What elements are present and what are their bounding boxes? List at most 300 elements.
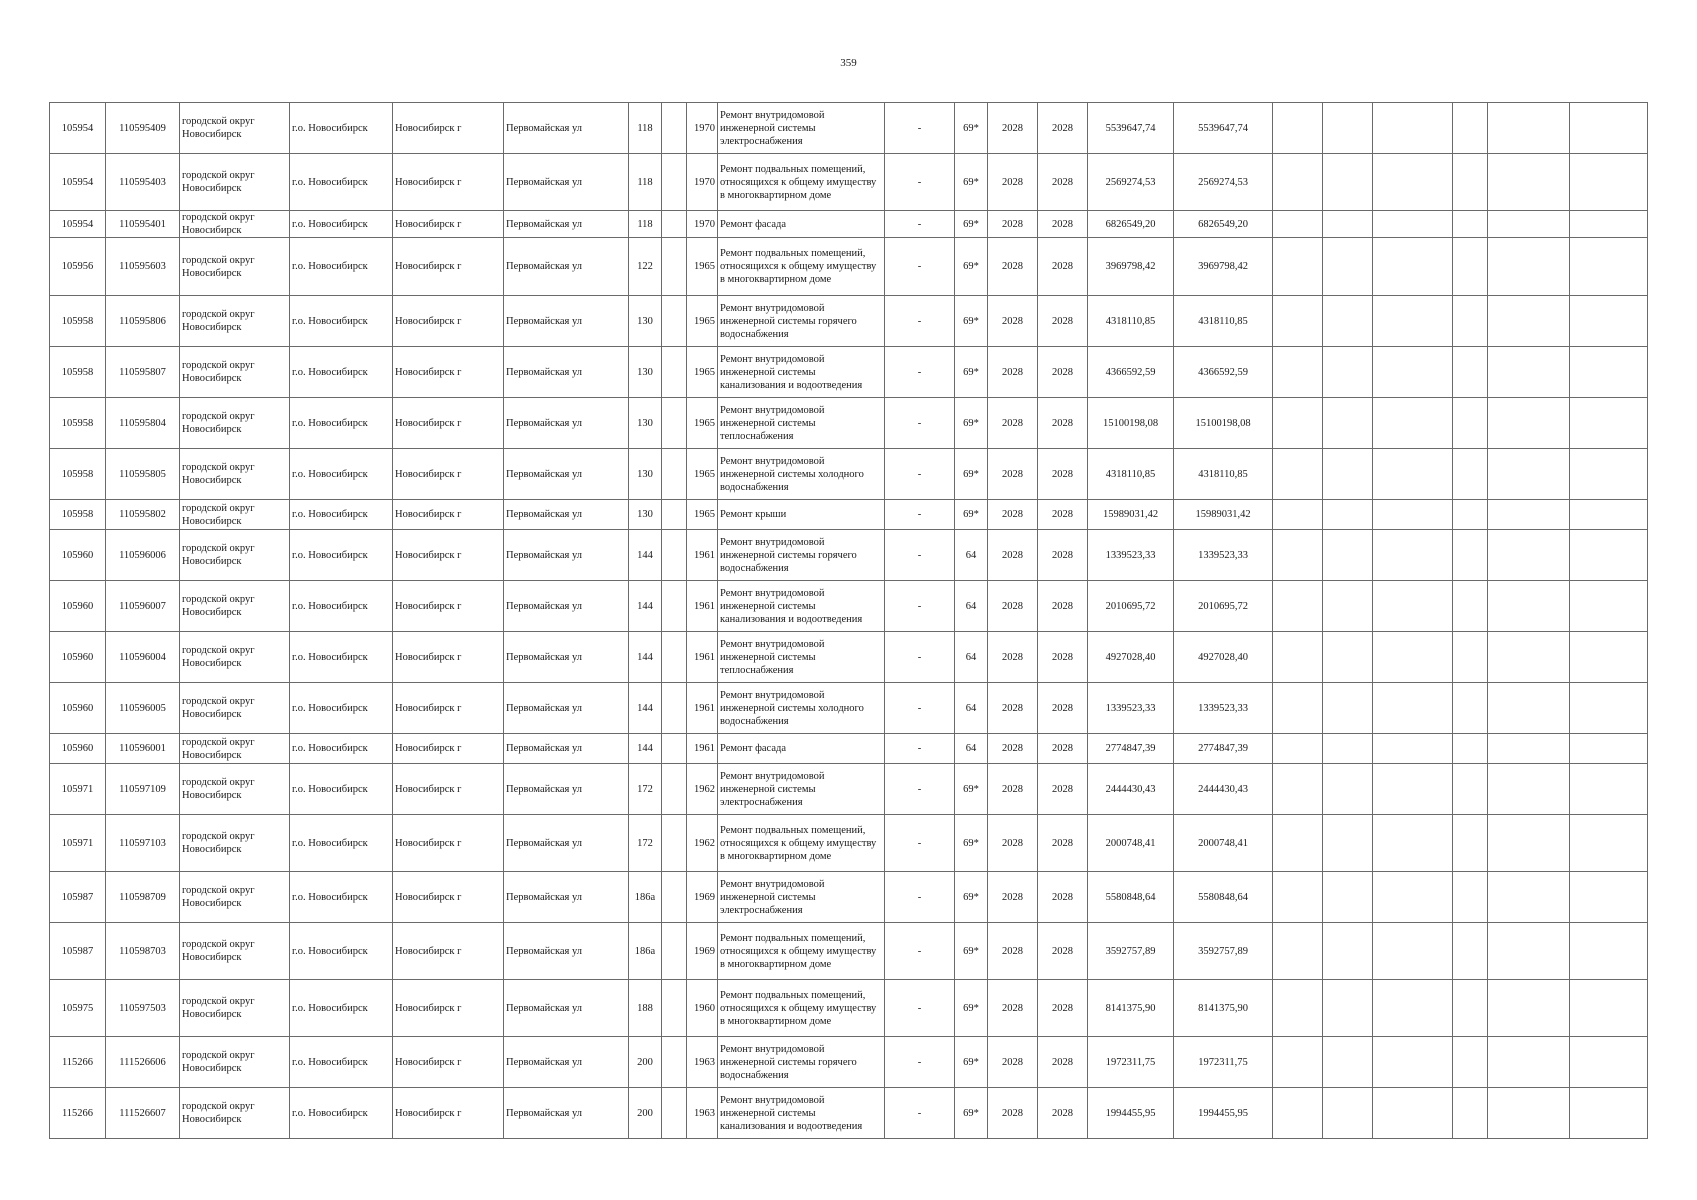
cell-norm: 64 [955,683,988,734]
cell-letter [662,1037,687,1088]
cell-id: 105987 [50,923,106,980]
cell-total: 2444430,43 [1174,764,1273,815]
cell-house: 130 [629,449,662,500]
cell-total: 2774847,39 [1174,734,1273,764]
cell-empty [1453,1088,1488,1139]
cell-empty [1323,1037,1373,1088]
cell-year-to: 2028 [1038,764,1088,815]
cell-street: Первомайская ул [504,500,629,530]
cell-empty [1323,103,1373,154]
cell-code: 110596004 [106,632,180,683]
cell-dash: - [885,296,955,347]
cell-work: Ремонт внутридомовой инженерной системы канализования и водоотведения [718,1088,885,1139]
table-row [50,398,1648,449]
cell-house: 144 [629,734,662,764]
cell-empty [1373,398,1453,449]
cell-norm: 64 [955,632,988,683]
cell-norm: 69* [955,154,988,211]
cell-municipality: г.о. Новосибирск [290,734,393,764]
cell-year: 1962 [687,764,718,815]
cell-year: 1961 [687,530,718,581]
cell-letter [662,154,687,211]
cell-year-to: 2028 [1038,872,1088,923]
cell-municipality: г.о. Новосибирск [290,103,393,154]
cell-district: городской округ Новосибирск [180,980,290,1037]
cell-empty [1570,872,1648,923]
cell-total: 4318110,85 [1174,296,1273,347]
cell-empty [1453,103,1488,154]
cell-empty [1453,238,1488,296]
cell-code: 110595805 [106,449,180,500]
cell-norm: 64 [955,581,988,632]
cell-cost: 2569274,53 [1088,154,1174,211]
cell-empty [1273,398,1323,449]
cell-year-from: 2028 [988,734,1038,764]
cell-work: Ремонт внутридомовой инженерной системы электроснабжения [718,872,885,923]
cell-year-from: 2028 [988,872,1038,923]
cell-code: 111526607 [106,1088,180,1139]
cell-empty [1373,103,1453,154]
cell-work: Ремонт подвальных помещений, относящихся к общему имуществу в многоквартирном доме [718,238,885,296]
cell-year: 1965 [687,500,718,530]
cell-street: Первомайская ул [504,632,629,683]
cell-work: Ремонт фасада [718,211,885,238]
cell-empty [1323,398,1373,449]
cell-empty [1570,980,1648,1037]
cell-cost: 4318110,85 [1088,296,1174,347]
table-row [50,815,1648,872]
cell-dash: - [885,764,955,815]
cell-empty [1488,238,1570,296]
cell-house: 200 [629,1088,662,1139]
cell-norm: 69* [955,980,988,1037]
cell-empty [1323,872,1373,923]
cell-cost: 2010695,72 [1088,581,1174,632]
cell-street: Первомайская ул [504,581,629,632]
cell-empty [1453,872,1488,923]
cell-cost: 2444430,43 [1088,764,1174,815]
cell-house: 186а [629,872,662,923]
cell-empty [1373,815,1453,872]
cell-code: 110595806 [106,296,180,347]
cell-municipality: г.о. Новосибирск [290,398,393,449]
cell-street: Первомайская ул [504,980,629,1037]
cell-letter [662,211,687,238]
cell-cost: 4366592,59 [1088,347,1174,398]
cell-municipality: г.о. Новосибирск [290,872,393,923]
cell-year-to: 2028 [1038,1037,1088,1088]
cell-year-to: 2028 [1038,632,1088,683]
cell-code: 110595802 [106,500,180,530]
cell-work: Ремонт внутридомовой инженерной системы канализования и водоотведения [718,347,885,398]
cell-house: 186а [629,923,662,980]
page-number: 359 [840,57,857,69]
cell-year: 1965 [687,347,718,398]
cell-empty [1373,296,1453,347]
cell-empty [1488,980,1570,1037]
cell-house: 130 [629,347,662,398]
cell-norm: 69* [955,103,988,154]
cell-id: 115266 [50,1088,106,1139]
cell-id: 105975 [50,980,106,1037]
cell-norm: 69* [955,815,988,872]
cell-year-from: 2028 [988,211,1038,238]
table-row [50,103,1648,154]
cell-empty [1570,449,1648,500]
cell-empty [1488,683,1570,734]
cell-year-from: 2028 [988,1037,1038,1088]
cell-empty [1323,764,1373,815]
table-row [50,683,1648,734]
cell-year: 1970 [687,211,718,238]
cell-year: 1961 [687,632,718,683]
cell-street: Первомайская ул [504,238,629,296]
cell-district: городской округ Новосибирск [180,296,290,347]
cell-empty [1273,296,1323,347]
cell-year-to: 2028 [1038,500,1088,530]
cell-empty [1488,872,1570,923]
cell-work: Ремонт внутридомовой инженерной системы горячего водоснабжения [718,1037,885,1088]
cell-municipality: г.о. Новосибирск [290,154,393,211]
cell-municipality: г.о. Новосибирск [290,211,393,238]
cell-cost: 2774847,39 [1088,734,1174,764]
cell-street: Первомайская ул [504,815,629,872]
cell-code: 110595401 [106,211,180,238]
cell-empty [1273,347,1323,398]
table-row [50,764,1648,815]
cell-empty [1453,683,1488,734]
cell-work: Ремонт внутридомовой инженерной системы теплоснабжения [718,398,885,449]
cell-year-from: 2028 [988,683,1038,734]
cell-letter [662,683,687,734]
cell-municipality: г.о. Новосибирск [290,296,393,347]
cell-empty [1453,764,1488,815]
cell-house: 118 [629,154,662,211]
cell-empty [1453,211,1488,238]
cell-house: 144 [629,530,662,581]
cell-city: Новосибирск г [393,980,504,1037]
cell-empty [1323,530,1373,581]
capital-repair-table [49,102,1648,1139]
cell-empty [1488,734,1570,764]
cell-total: 5580848,64 [1174,872,1273,923]
cell-year-to: 2028 [1038,347,1088,398]
cell-empty [1488,815,1570,872]
cell-empty [1570,815,1648,872]
cell-letter [662,530,687,581]
cell-work: Ремонт внутридомовой инженерной системы холодного водоснабжения [718,683,885,734]
cell-year-from: 2028 [988,530,1038,581]
cell-total: 5539647,74 [1174,103,1273,154]
cell-year: 1961 [687,683,718,734]
cell-municipality: г.о. Новосибирск [290,980,393,1037]
cell-empty [1570,347,1648,398]
cell-year: 1965 [687,398,718,449]
cell-id: 105954 [50,154,106,211]
cell-empty [1570,530,1648,581]
cell-year-to: 2028 [1038,581,1088,632]
cell-norm: 64 [955,530,988,581]
cell-empty [1488,1088,1570,1139]
cell-dash: - [885,815,955,872]
cell-district: городской округ Новосибирск [180,449,290,500]
cell-street: Первомайская ул [504,347,629,398]
cell-dash: - [885,1037,955,1088]
cell-cost: 3592757,89 [1088,923,1174,980]
cell-empty [1570,154,1648,211]
cell-empty [1323,449,1373,500]
cell-letter [662,980,687,1037]
cell-empty [1323,980,1373,1037]
cell-dash: - [885,347,955,398]
cell-empty [1570,103,1648,154]
cell-total: 1339523,33 [1174,530,1273,581]
cell-district: городской округ Новосибирск [180,923,290,980]
table-row [50,530,1648,581]
cell-empty [1453,923,1488,980]
cell-city: Новосибирск г [393,923,504,980]
cell-norm: 69* [955,764,988,815]
cell-empty [1273,1037,1323,1088]
table-row [50,980,1648,1037]
cell-empty [1273,923,1323,980]
cell-id: 105960 [50,683,106,734]
cell-letter [662,632,687,683]
cell-house: 144 [629,683,662,734]
cell-district: городской округ Новосибирск [180,211,290,238]
cell-code: 110597109 [106,764,180,815]
cell-house: 130 [629,296,662,347]
cell-street: Первомайская ул [504,734,629,764]
cell-total: 8141375,90 [1174,980,1273,1037]
cell-municipality: г.о. Новосибирск [290,238,393,296]
cell-dash: - [885,683,955,734]
cell-empty [1273,581,1323,632]
cell-house: 200 [629,1037,662,1088]
cell-empty [1453,530,1488,581]
cell-year-from: 2028 [988,238,1038,296]
cell-empty [1453,449,1488,500]
cell-city: Новосибирск г [393,872,504,923]
cell-empty [1570,211,1648,238]
cell-norm: 69* [955,449,988,500]
cell-empty [1453,154,1488,211]
cell-empty [1488,398,1570,449]
cell-norm: 69* [955,1088,988,1139]
cell-total: 3592757,89 [1174,923,1273,980]
cell-code: 110598709 [106,872,180,923]
cell-street: Первомайская ул [504,296,629,347]
cell-empty [1273,238,1323,296]
cell-year: 1969 [687,923,718,980]
cell-cost: 1994455,95 [1088,1088,1174,1139]
cell-year: 1960 [687,980,718,1037]
cell-id: 105958 [50,449,106,500]
cell-work: Ремонт внутридомовой инженерной системы электроснабжения [718,764,885,815]
cell-empty [1570,632,1648,683]
cell-year-from: 2028 [988,500,1038,530]
cell-empty [1453,347,1488,398]
cell-empty [1570,1037,1648,1088]
cell-empty [1323,347,1373,398]
cell-code: 110595603 [106,238,180,296]
cell-year-from: 2028 [988,581,1038,632]
cell-code: 110595403 [106,154,180,211]
cell-year-from: 2028 [988,1088,1038,1139]
cell-dash: - [885,103,955,154]
cell-city: Новосибирск г [393,1088,504,1139]
cell-house: 144 [629,632,662,683]
cell-city: Новосибирск г [393,398,504,449]
cell-city: Новосибирск г [393,103,504,154]
cell-norm: 69* [955,923,988,980]
cell-empty [1453,815,1488,872]
cell-letter [662,581,687,632]
table-row [50,632,1648,683]
table-row [50,211,1648,238]
cell-dash: - [885,581,955,632]
cell-city: Новосибирск г [393,500,504,530]
cell-year-from: 2028 [988,103,1038,154]
cell-empty [1453,296,1488,347]
cell-empty [1373,238,1453,296]
cell-empty [1453,734,1488,764]
cell-street: Первомайская ул [504,683,629,734]
cell-letter [662,923,687,980]
cell-dash: - [885,872,955,923]
cell-empty [1373,347,1453,398]
cell-year-from: 2028 [988,449,1038,500]
cell-city: Новосибирск г [393,1037,504,1088]
cell-empty [1373,211,1453,238]
cell-norm: 69* [955,872,988,923]
cell-code: 110597103 [106,815,180,872]
cell-empty [1453,632,1488,683]
cell-house: 144 [629,581,662,632]
cell-house: 188 [629,980,662,1037]
cell-norm: 69* [955,238,988,296]
cell-cost: 5580848,64 [1088,872,1174,923]
cell-empty [1488,1037,1570,1088]
cell-street: Первомайская ул [504,398,629,449]
cell-municipality: г.о. Новосибирск [290,530,393,581]
cell-street: Первомайская ул [504,211,629,238]
cell-letter [662,872,687,923]
cell-municipality: г.о. Новосибирск [290,500,393,530]
cell-municipality: г.о. Новосибирск [290,1037,393,1088]
cell-total: 15100198,08 [1174,398,1273,449]
cell-district: городской округ Новосибирск [180,347,290,398]
cell-city: Новосибирск г [393,238,504,296]
cell-street: Первомайская ул [504,1037,629,1088]
cell-city: Новосибирск г [393,449,504,500]
cell-id: 105958 [50,347,106,398]
cell-year-to: 2028 [1038,296,1088,347]
cell-empty [1373,500,1453,530]
cell-year-to: 2028 [1038,980,1088,1037]
cell-empty [1373,980,1453,1037]
cell-city: Новосибирск г [393,211,504,238]
cell-empty [1373,1037,1453,1088]
cell-id: 105960 [50,530,106,581]
cell-id: 105954 [50,211,106,238]
cell-empty [1273,154,1323,211]
cell-total: 2000748,41 [1174,815,1273,872]
cell-district: городской округ Новосибирск [180,398,290,449]
cell-municipality: г.о. Новосибирск [290,683,393,734]
cell-norm: 69* [955,347,988,398]
cell-district: городской округ Новосибирск [180,1037,290,1088]
cell-year-to: 2028 [1038,530,1088,581]
cell-dash: - [885,154,955,211]
cell-total: 1972311,75 [1174,1037,1273,1088]
cell-empty [1273,530,1323,581]
cell-city: Новосибирск г [393,581,504,632]
cell-year-from: 2028 [988,632,1038,683]
cell-norm: 69* [955,1037,988,1088]
cell-empty [1273,872,1323,923]
cell-dash: - [885,632,955,683]
cell-year-to: 2028 [1038,815,1088,872]
cell-city: Новосибирск г [393,347,504,398]
cell-year-to: 2028 [1038,154,1088,211]
cell-empty [1273,632,1323,683]
cell-work: Ремонт подвальных помещений, относящихся к общему имуществу в многоквартирном доме [718,154,885,211]
cell-city: Новосибирск г [393,632,504,683]
cell-empty [1323,632,1373,683]
cell-code: 110598703 [106,923,180,980]
cell-year: 1965 [687,238,718,296]
cell-id: 105958 [50,398,106,449]
cell-year-from: 2028 [988,154,1038,211]
cell-year-from: 2028 [988,980,1038,1037]
cell-empty [1273,734,1323,764]
cell-municipality: г.о. Новосибирск [290,449,393,500]
cell-code: 110595804 [106,398,180,449]
cell-empty [1570,398,1648,449]
cell-house: 130 [629,398,662,449]
cell-year-to: 2028 [1038,103,1088,154]
cell-year: 1965 [687,296,718,347]
cell-empty [1373,734,1453,764]
table-row [50,347,1648,398]
cell-empty [1273,449,1323,500]
cell-work: Ремонт крыши [718,500,885,530]
cell-id: 105971 [50,764,106,815]
cell-empty [1488,923,1570,980]
cell-cost: 1972311,75 [1088,1037,1174,1088]
cell-id: 105987 [50,872,106,923]
table-row [50,1088,1648,1139]
cell-dash: - [885,1088,955,1139]
cell-empty [1570,683,1648,734]
cell-street: Первомайская ул [504,530,629,581]
cell-city: Новосибирск г [393,815,504,872]
cell-empty [1488,530,1570,581]
cell-city: Новосибирск г [393,296,504,347]
table-row [50,296,1648,347]
table-row [50,581,1648,632]
table-row [50,449,1648,500]
cell-year: 1965 [687,449,718,500]
cell-id: 105958 [50,296,106,347]
cell-cost: 5539647,74 [1088,103,1174,154]
cell-empty [1488,103,1570,154]
cell-empty [1323,734,1373,764]
cell-district: городской округ Новосибирск [180,103,290,154]
cell-empty [1273,815,1323,872]
cell-empty [1273,764,1323,815]
